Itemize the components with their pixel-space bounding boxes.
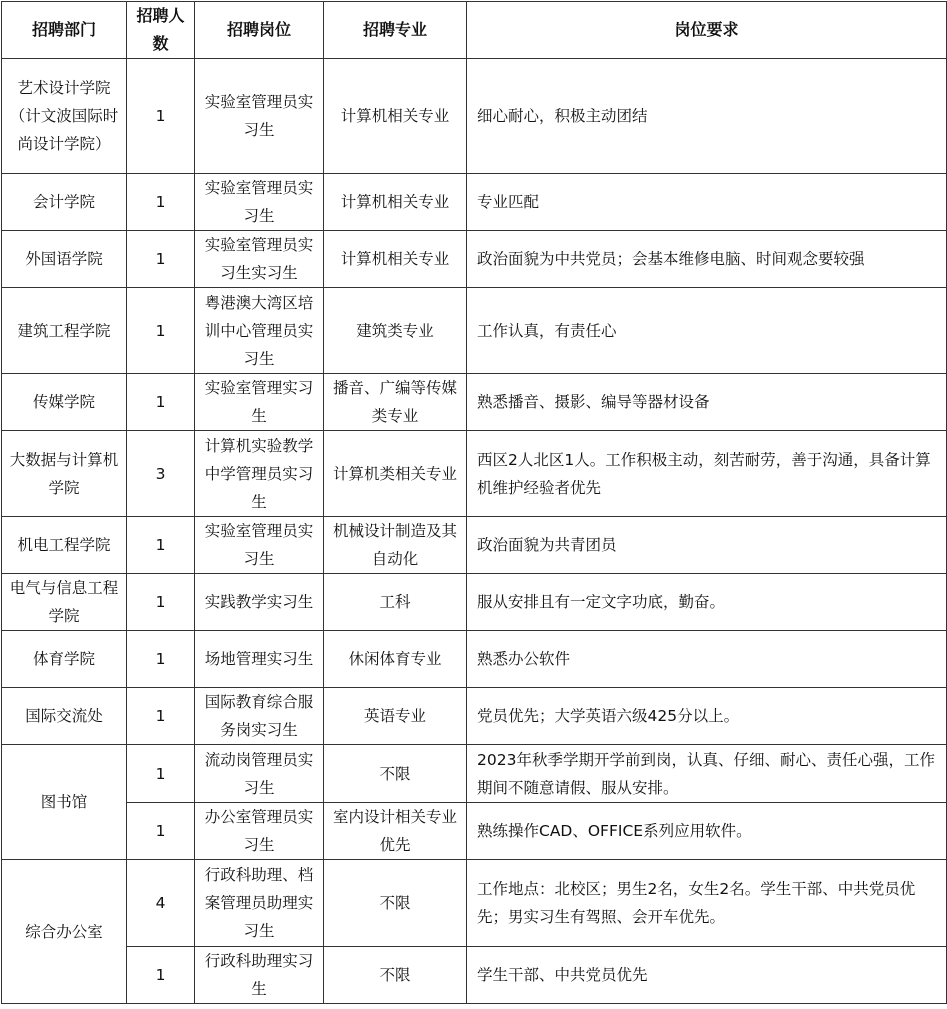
cell-post: 计算机实验教学中学管理员实习生 [195, 431, 324, 517]
cell-post: 实验室管理员实习生 [195, 517, 324, 574]
cell-major: 休闲体育专业 [324, 631, 467, 688]
cell-dept: 建筑工程学院 [2, 288, 127, 374]
cell-requirements: 专业匹配 [467, 174, 947, 231]
cell-count: 1 [127, 231, 195, 288]
cell-major: 不限 [324, 947, 467, 1004]
recruitment-table [1, 1, 947, 1004]
table-row [2, 517, 947, 574]
cell-dept: 外国语学院 [2, 231, 127, 288]
cell-requirements: 学生干部、中共党员优先 [467, 947, 947, 1004]
cell-requirements: 熟悉办公软件 [467, 631, 947, 688]
header-dept: 招聘部门 [2, 2, 127, 59]
cell-requirements: 熟悉播音、摄影、编导等器材设备 [467, 374, 947, 431]
cell-major: 不限 [324, 860, 467, 947]
table-row [2, 288, 947, 374]
table-row [2, 59, 947, 174]
cell-requirements: 工作认真，有责任心 [467, 288, 947, 374]
cell-major: 工科 [324, 574, 467, 631]
header-post: 招聘岗位 [195, 2, 324, 59]
cell-major: 播音、广编等传媒类专业 [324, 374, 467, 431]
cell-count: 1 [127, 947, 195, 1004]
cell-dept: 电气与信息工程学院 [2, 574, 127, 631]
cell-dept: 国际交流处 [2, 688, 127, 745]
cell-post: 办公室管理员实习生 [195, 803, 324, 860]
cell-dept: 大数据与计算机学院 [2, 431, 127, 517]
cell-count: 1 [127, 59, 195, 174]
cell-count: 1 [127, 517, 195, 574]
cell-count: 1 [127, 688, 195, 745]
table-row [2, 688, 947, 745]
cell-post: 流动岗管理员实习生 [195, 745, 324, 803]
cell-major: 计算机相关专业 [324, 231, 467, 288]
cell-post: 粤港澳大湾区培训中心管理员实习生 [195, 288, 324, 374]
cell-post: 实验室管理员实习生实习生 [195, 231, 324, 288]
cell-count: 1 [127, 174, 195, 231]
cell-requirements: 服从安排且有一定文字功底，勤奋。 [467, 574, 947, 631]
header-row [2, 2, 947, 59]
cell-requirements: 熟练操作CAD、OFFICE系列应用软件。 [467, 803, 947, 860]
cell-post: 实践教学实习生 [195, 574, 324, 631]
header-requirements: 岗位要求 [467, 2, 947, 59]
cell-post: 场地管理实习生 [195, 631, 324, 688]
cell-count: 1 [127, 574, 195, 631]
table-row [2, 574, 947, 631]
table-row [2, 231, 947, 288]
cell-dept: 体育学院 [2, 631, 127, 688]
cell-post: 实验室管理员实习生 [195, 174, 324, 231]
cell-count: 1 [127, 288, 195, 374]
table-row [2, 374, 947, 431]
header-count: 招聘人数 [127, 2, 195, 59]
cell-requirements: 细心耐心，积极主动团结 [467, 59, 947, 174]
cell-post: 实验室管理员实习生 [195, 59, 324, 174]
cell-major: 英语专业 [324, 688, 467, 745]
cell-dept: 图书馆 [2, 745, 127, 860]
table-row [2, 803, 947, 860]
cell-count: 1 [127, 803, 195, 860]
cell-dept: 综合办公室 [2, 860, 127, 1004]
cell-major: 计算机类相关专业 [324, 431, 467, 517]
cell-dept: 艺术设计学院（计文波国际时尚设计学院） [2, 59, 127, 174]
cell-count: 3 [127, 431, 195, 517]
cell-requirements: 工作地点：北校区；男生2名，女生2名。学生干部、中共党员优先；男实习生有驾照、会开车优先。 [467, 860, 947, 947]
cell-count: 1 [127, 631, 195, 688]
cell-major: 建筑类专业 [324, 288, 467, 374]
cell-major: 计算机相关专业 [324, 59, 467, 174]
cell-major: 计算机相关专业 [324, 174, 467, 231]
cell-post: 行政科助理、档案管理员助理实习生 [195, 860, 324, 947]
cell-count: 4 [127, 860, 195, 947]
cell-requirements: 党员优先；大学英语六级425分以上。 [467, 688, 947, 745]
cell-dept: 会计学院 [2, 174, 127, 231]
cell-major: 机械设计制造及其自动化 [324, 517, 467, 574]
cell-requirements: 政治面貌为中共党员；会基本维修电脑、时间观念要较强 [467, 231, 947, 288]
table-row [2, 631, 947, 688]
cell-count: 1 [127, 374, 195, 431]
table-row [2, 860, 947, 947]
table-row [2, 947, 947, 1004]
cell-post: 国际教育综合服务岗实习生 [195, 688, 324, 745]
cell-dept: 机电工程学院 [2, 517, 127, 574]
header-major: 招聘专业 [324, 2, 467, 59]
cell-dept: 传媒学院 [2, 374, 127, 431]
cell-post: 行政科助理实习生 [195, 947, 324, 1004]
table-row [2, 745, 947, 803]
table-row [2, 431, 947, 517]
cell-count: 1 [127, 745, 195, 803]
cell-requirements: 西区2人北区1人。工作积极主动，刻苦耐劳，善于沟通，具备计算机维护经验者优先 [467, 431, 947, 517]
cell-major: 不限 [324, 745, 467, 803]
cell-requirements: 政治面貌为共青团员 [467, 517, 947, 574]
cell-requirements: 2023年秋季学期开学前到岗，认真、仔细、耐心、责任心强，工作期间不随意请假、服从安排。 [467, 745, 947, 803]
cell-major: 室内设计相关专业优先 [324, 803, 467, 860]
cell-post: 实验室管理实习生 [195, 374, 324, 431]
table-row [2, 174, 947, 231]
